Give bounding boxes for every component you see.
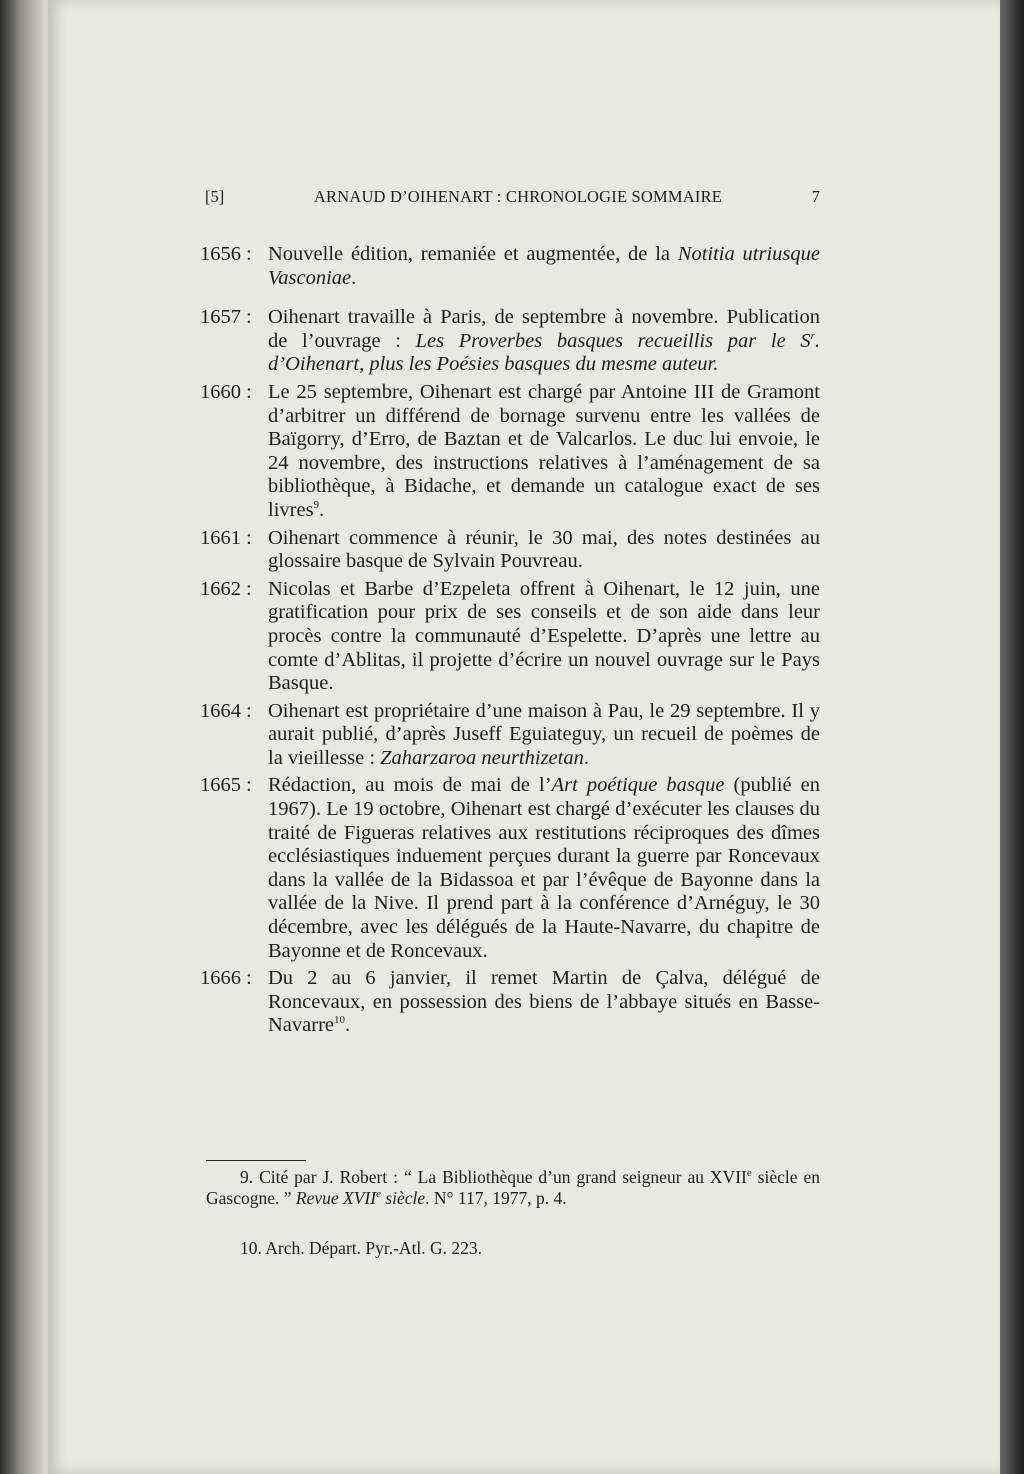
chronology-entry-1664	[200, 700, 820, 771]
footnote-ref[interactable]: 9	[313, 499, 320, 512]
page-number: 7	[811, 187, 820, 206]
page-edge-shadow	[1000, 0, 1024, 1474]
chronology-entry-1657	[200, 306, 820, 377]
entry-text: Rédaction, au mois de mai de l’Art poétique basque (publié en 1967). Le 19 octobre, Oihenart est chargé d’exécuter les clauses du traité de Figueras relatives aux restitutions réciproques des dîmes ecclésiastiques induement perçues durant la guerre par Roncevaux dans la vallée de la Bidassoa et par l’évêque de Bayonne dans la vallée de la Nive. Il prend part à la conférence d’Arnéguy, le 30 décembre, avec les délégués de la Haute-Navarre, du chapitre de Bayonne et de Roncevaux.	[268, 774, 820, 962]
entry-year: 1665	[200, 774, 241, 797]
entry-year: 1664	[200, 699, 241, 722]
entry-text: Oihenart travaille à Paris, de septembre à novembre. Publication de l’ouvrage : Les Proverbes basques recueillis par le $S^r$. d’Oihenart, plus les Poésies basques du mesme auteur.	[268, 306, 821, 376]
entry-year: 1660	[200, 380, 241, 403]
entry-year: 1662	[200, 577, 241, 600]
entry-text: Oihenart commence à réunir, le 30 mai, des notes destinées au glossaire basque de Sylvain Pouvreau.	[268, 526, 820, 573]
chronology-entry-1662	[200, 578, 820, 696]
entry-year: 1657	[200, 306, 241, 329]
entry-text: Le 25 septembre, Oihenart est chargé par Antoine III de Gramont d’arbitrer un différend de bornage survenu entre les vallées de Baïgorry, d’Erro, de Baztan et de Valcarlos. Le duc lui envoie, le 24 novembre, des instructions relatives à l’aménagement de sa bibliothèque, à Bidache, et demande un catalogue exact de ses livres$^9$.	[268, 380, 820, 521]
entry-text: Nouvelle édition, remaniée et augmentée, de la Notitia utriusque Vasconiae.	[268, 243, 821, 289]
chronology-list	[200, 243, 820, 1042]
running-title: ARNAUD D’OIHENART : CHRONOLOGIE SOMMAIRE	[313, 187, 723, 206]
entry-separator: :	[246, 577, 252, 600]
entry-text: Nicolas et Barbe d’Ezpeleta offrent à Oihenart, le 12 juin, une gratification pour prix de ses conseils et de son aide dans leur procès contre la communauté d’Espelette. D’après une lettre au comte d’Ablitas, il projette d’écrire un nouvel ouvrage sur le Pays Basque.	[268, 577, 820, 695]
entry-separator: :	[246, 380, 252, 403]
entry-year: 1656	[200, 243, 241, 265]
entry-year: 1661	[200, 526, 241, 549]
footnotes	[206, 1167, 820, 1259]
entry-text: Du 2 au 6 janvier, il remet Martin de Çalva, délégué de Roncevaux, en possession des biens de l’abbaye situés en Basse-Navarre$^{10}$.	[268, 967, 820, 1037]
chronology-entry-1660	[200, 381, 820, 523]
entry-text: Oihenart est propriétaire d’une maison à Pau, le 29 septembre. Il y aurait publié, d’après Juseff Eguiateguy, un recueil de poèmes de la vieillesse : Zaharzaroa neurthizetan.	[268, 699, 820, 769]
chronology-entry-1666	[200, 967, 820, 1038]
chronology-entry-1656	[200, 243, 820, 290]
running-header	[205, 187, 820, 211]
footnote-10: 10. Arch. Départ. Pyr.-Atl. G. 223.	[240, 1238, 483, 1258]
entry-separator: :	[246, 306, 252, 329]
entry-separator: :	[246, 774, 252, 797]
footnote-9: 9. Cité par J. Robert : “ La Bibliothèque d’un grand seigneur au XVIIe siècle en Gascogne. ” Revue XVIIe siècle. N° 117, 1977, p. 4.	[206, 1167, 820, 1208]
entry-separator: :	[246, 243, 252, 265]
entry-separator: :	[246, 699, 252, 722]
entry-separator: :	[246, 967, 252, 990]
entry-year: 1666	[200, 967, 241, 990]
footnote-divider	[206, 1160, 306, 1161]
chronology-entry-1665	[200, 774, 820, 963]
entry-separator: :	[246, 526, 252, 549]
section-number: [5]	[205, 187, 225, 206]
footnote-ref[interactable]: 10	[334, 1014, 346, 1027]
chronology-entry-1661	[200, 527, 820, 574]
